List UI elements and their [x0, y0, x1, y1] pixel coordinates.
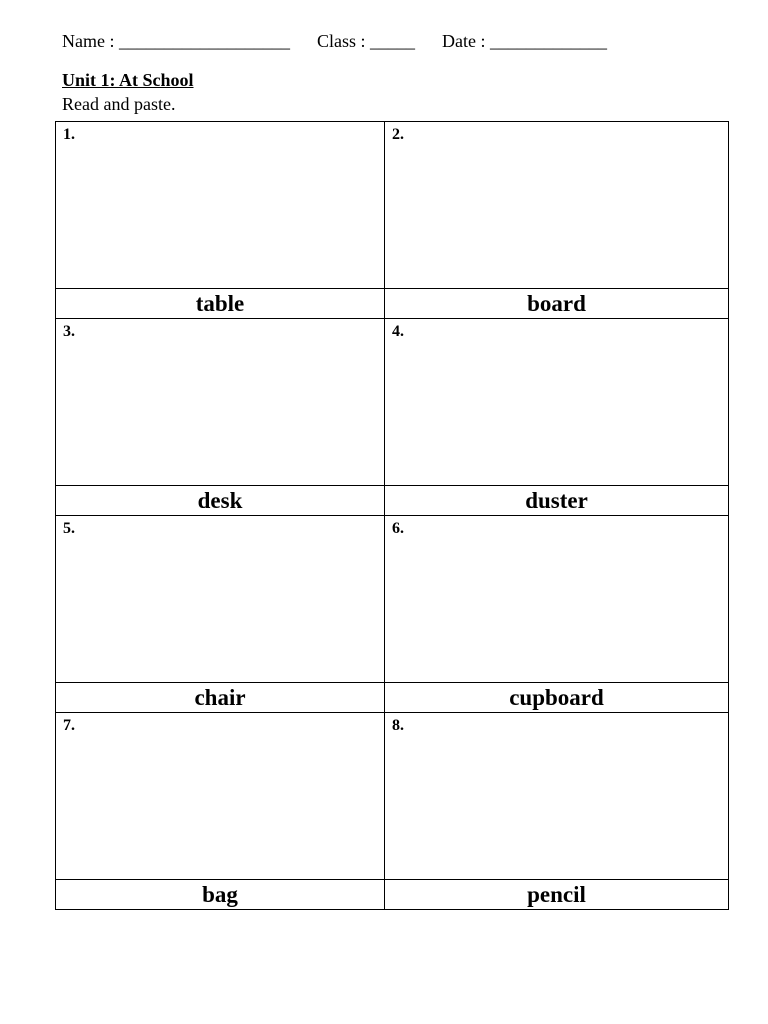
picture-box-7	[56, 713, 385, 880]
word-label: cupboard	[385, 683, 729, 713]
picture-box-3	[56, 319, 385, 486]
word-row	[56, 289, 729, 319]
word-label: table	[56, 289, 385, 319]
unit-title: Unit 1: At School	[62, 70, 194, 90]
word-label: board	[385, 289, 729, 319]
item-number: 5.	[63, 520, 75, 537]
instruction-text: Read and paste.	[62, 94, 176, 114]
picture-row	[56, 516, 729, 683]
picture-box-1	[56, 122, 385, 289]
word-label: chair	[56, 683, 385, 713]
picture-box-8	[385, 713, 729, 880]
word-label: bag	[56, 880, 385, 910]
picture-box-2	[385, 122, 729, 289]
word-label: duster	[385, 486, 729, 516]
word-label: pencil	[385, 880, 729, 910]
item-number: 1.	[63, 126, 75, 143]
item-number: 4.	[392, 323, 404, 340]
worksheet-header	[62, 30, 607, 52]
item-number: 6.	[392, 520, 404, 537]
item-number: 2.	[392, 126, 404, 143]
word-label: desk	[56, 486, 385, 516]
word-row	[56, 880, 729, 910]
word-row	[56, 486, 729, 516]
item-number: 3.	[63, 323, 75, 340]
date-field-label: Date : _____________	[442, 31, 607, 51]
picture-box-5	[56, 516, 385, 683]
picture-row	[56, 319, 729, 486]
word-row	[56, 683, 729, 713]
item-number: 8.	[392, 717, 404, 734]
picture-row	[56, 713, 729, 880]
picture-box-6	[385, 516, 729, 683]
name-field-label: Name : ___________________	[62, 31, 290, 51]
item-number: 7.	[63, 717, 75, 734]
paste-grid	[55, 121, 729, 910]
picture-box-4	[385, 319, 729, 486]
class-field-label: Class : _____	[316, 31, 415, 51]
picture-row	[56, 122, 729, 289]
